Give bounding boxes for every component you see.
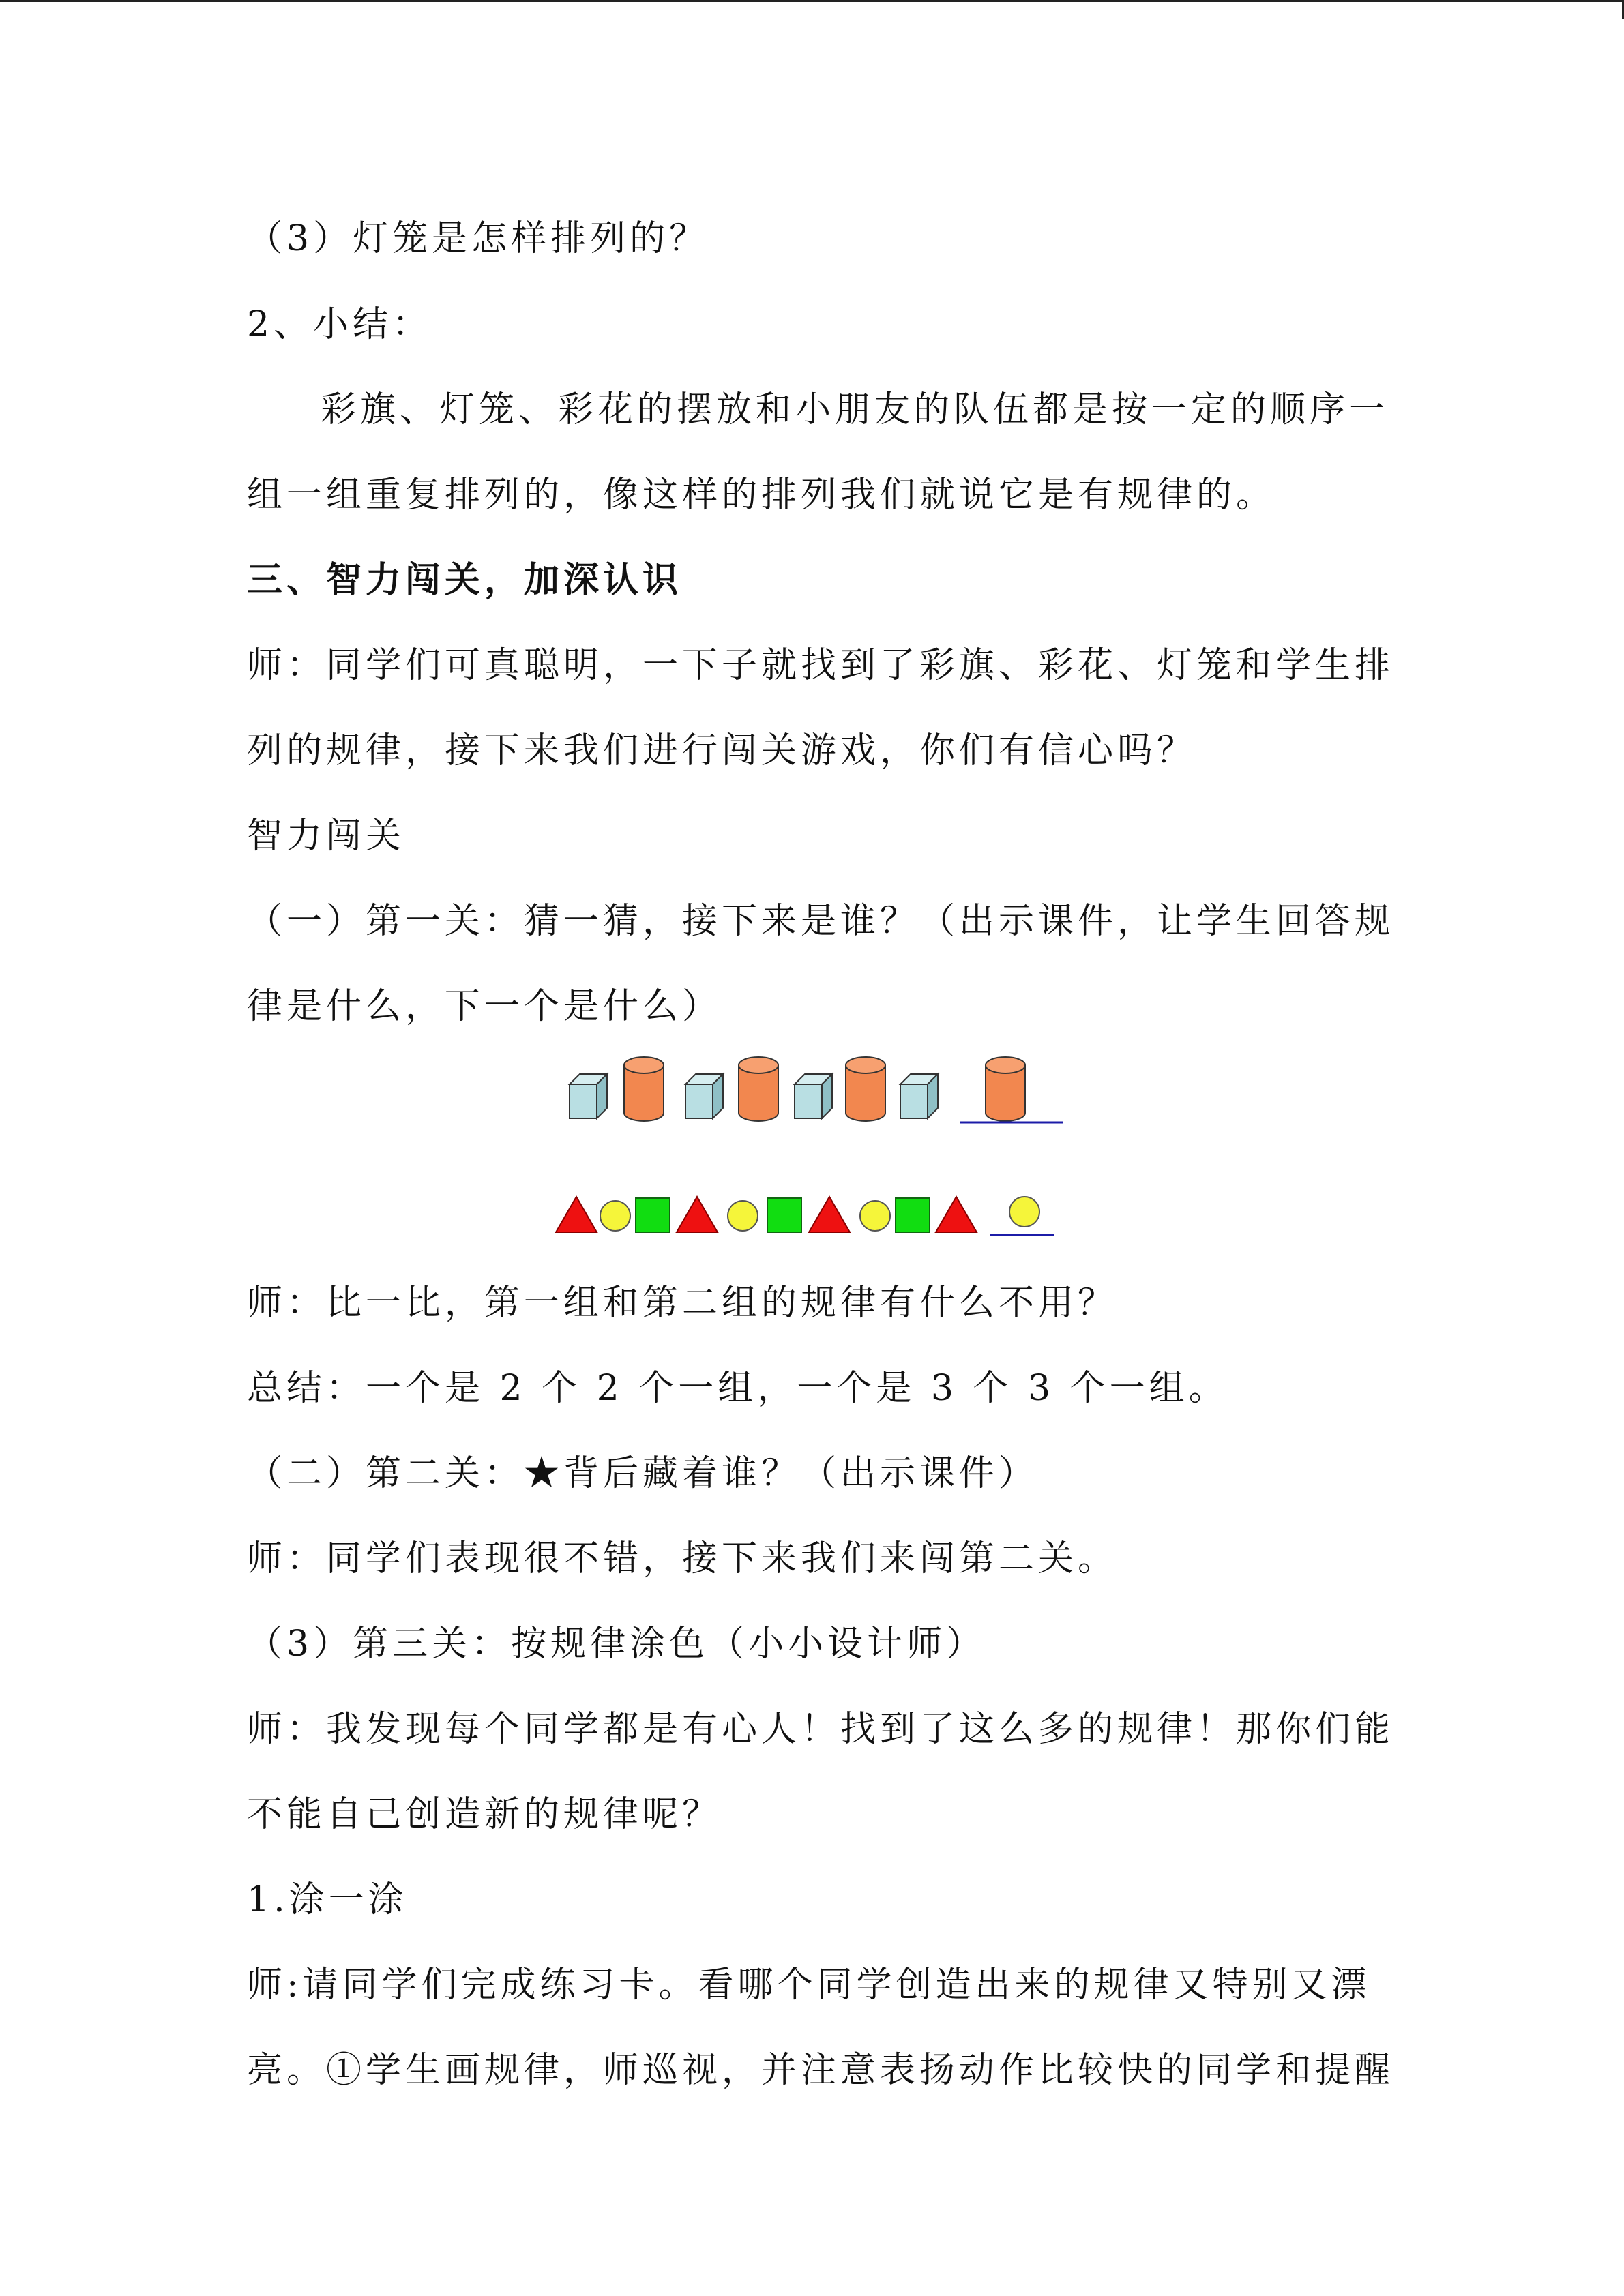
teacher-practice-line-1: 师:请同学们完成练习卡。看哪个同学创造出来的规律又特别又漂 xyxy=(247,1965,1371,2006)
compare-summary: 总结：一个是 2 个 2 个一组，一个是 3 个 3 个一组。 xyxy=(247,1368,1228,1409)
circle-icon xyxy=(728,1201,758,1231)
pattern-figure-2 xyxy=(552,1183,1064,1244)
level-two-title: （二）第二关：★背后藏着谁？（出示课件） xyxy=(247,1453,1039,1494)
pattern-figure-1 xyxy=(566,1050,1071,1139)
cube-icon xyxy=(685,1074,723,1118)
level-three-title: （3）第三关：按规律涂色（小小设计师） xyxy=(247,1624,986,1665)
page-top-border xyxy=(0,0,1624,2)
cube-icon xyxy=(900,1074,938,1118)
cylinder-icon xyxy=(739,1057,778,1121)
circle-icon xyxy=(860,1201,890,1231)
square-icon xyxy=(896,1198,930,1232)
answer-circle-icon xyxy=(1009,1197,1039,1227)
triangle-icon xyxy=(556,1197,597,1232)
square-icon xyxy=(767,1198,801,1232)
subsection-title: 智力闯关 xyxy=(247,816,406,856)
teacher-line-1: 师：同学们可真聪明，一下子就找到了彩旗、彩花、灯笼和学生排 xyxy=(247,645,1395,686)
cube-icon xyxy=(570,1074,607,1118)
question-lantern-arrangement: （3）灯笼是怎样排列的？ xyxy=(247,218,709,259)
square-icon xyxy=(636,1198,670,1232)
cylinder-icon xyxy=(846,1057,885,1121)
teacher-line-2: 列的规律，接下来我们进行闯关游戏，你们有信心吗？ xyxy=(247,730,1197,771)
triangle-icon xyxy=(936,1197,977,1232)
compare-question: 师：比一比，第一组和第二组的规律有什么不用？ xyxy=(247,1283,1118,1324)
coloring-heading: 1.涂一涂 xyxy=(247,1879,408,1920)
cube-icon xyxy=(795,1074,832,1118)
circle-icon xyxy=(600,1201,630,1231)
section-heading-three: 三、智力闯关，加深认识 xyxy=(247,559,683,601)
triangle-icon xyxy=(677,1197,718,1232)
summary-paragraph-line-2: 组一组重复排列的，像这样的排列我们就说它是有规律的。 xyxy=(247,475,1276,516)
summary-heading: 2、小结： xyxy=(247,304,432,345)
teacher-level-two: 师：同学们表现很不错，接下来我们来闯第二关。 xyxy=(247,1538,1118,1579)
level-one-line-1: （一）第一关：猜一猜，接下来是谁？（出示课件，让学生回答规 xyxy=(247,901,1395,942)
level-one-line-2: 律是什么，下一个是什么） xyxy=(247,986,722,1027)
answer-cylinder-icon xyxy=(986,1057,1025,1121)
teacher-level-three-line-2: 不能自己创造新的规律呢？ xyxy=(247,1794,722,1835)
teacher-level-three-line-1: 师：我发现每个同学都是有心人！找到了这么多的规律！那你们能 xyxy=(247,1709,1395,1750)
triangle-icon xyxy=(809,1197,850,1232)
teacher-practice-line-2: 亮。①学生画规律，师巡视，并注意表扬动作比较快的同学和提醒 xyxy=(247,2050,1395,2091)
cylinder-icon xyxy=(624,1057,664,1121)
summary-paragraph-line-1: 彩旗、灯笼、彩花的摆放和小朋友的队伍都是按一定的顺序一 xyxy=(321,389,1389,430)
